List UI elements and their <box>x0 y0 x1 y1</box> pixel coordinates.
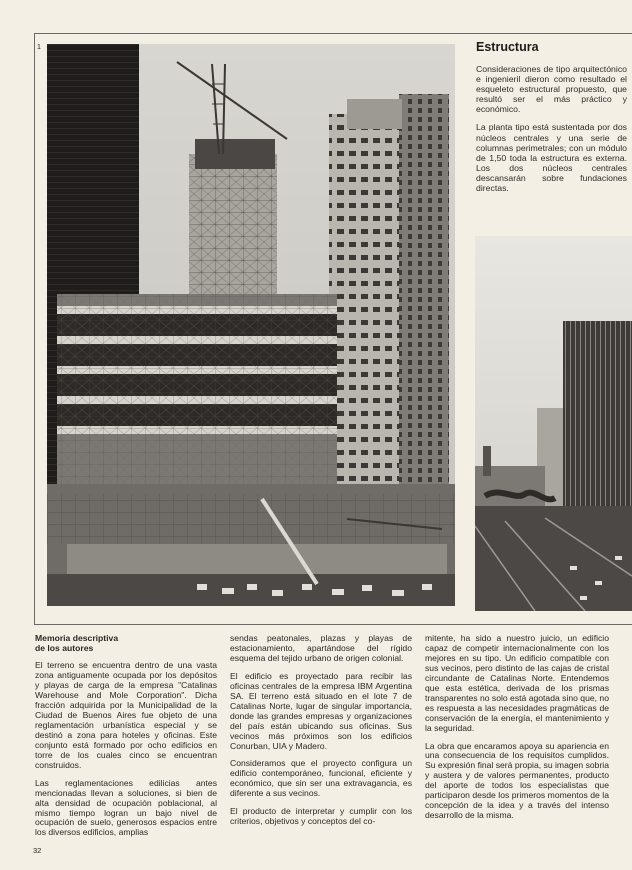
sidebar-paragraph: La planta tipo está sustentada por dos núcleos centrales y una serie de columnas perimetrales; con un módulo de 1,50 toda la estructura es externa. Los dos núcleos centrales descansarán sobre fundaciones directas. <box>476 122 627 194</box>
article-heading <box>35 634 217 653</box>
page-number: 32 <box>33 846 42 855</box>
body-paragraph: El edificio es proyectado para recibir las oficinas centrales de la empresa IBM Argentina SA. El terreno está situado en el lote 7 de Catalinas Norte, lugar de singular importancia, donde las grandes empresas y organizaciones del país están ubicando sus oficinas. Sus vecinos más próximos son los edificios Conurban, UIA y Madero. <box>230 670 412 751</box>
text-column-1 <box>35 634 217 846</box>
body-paragraph: sendas peatonales, plazas y playas de estacionamiento, apartándose del rígido esquema del tejido urbano de origen colonial. <box>230 633 412 663</box>
structure-sidebar <box>470 40 630 201</box>
sidebar-title: Estructura <box>476 40 539 54</box>
heading-line-2: de los autores <box>35 642 94 653</box>
street-view-photo <box>475 236 632 611</box>
body-paragraph: Consideramos que el proyecto configura un edificio contemporáneo, funcional, eficiente y económico, que sin ser una extravagancia, es diferente a sus vecinos. <box>230 758 412 799</box>
sidebar-paragraph: Consideraciones de tipo arquitectónico e ingenieril dieron como resultado el esqueleto estructural propuesto, que resultó ser el más práctico y económico. <box>476 64 627 115</box>
heading-line-1: Memoria descriptiva <box>35 633 119 643</box>
body-paragraph: El producto de interpretar y cumplir con los criterios, objetivos y conceptos del co- <box>230 806 412 827</box>
body-paragraph: Las reglamentaciones edilicias antes mencionadas llevan a soluciones, si bien de alta densidad de ocupación poblacional, al mismo tiempo logran un bajo nivel de ocupación de suelo, generosos espacios entre los diversos edificios, amplias <box>35 777 217 838</box>
body-paragraph: El terreno se encuentra dentro de una vasta zona antiguamente ocupada por los depósitos y playas de carga de la empresa "Catalinas Warehouse and Mole Corporation". Dicha fracción adquirida por la Municipalidad de la Ciudad de Buenos Aires fue objeto de una reglamentación urbanística especial y se destinó a zona para hoteles y oficinas. Este conjunto está formado por ocho edificios en torre de los cuales cinco se encuentran construidos. <box>35 660 217 770</box>
figure-number: 1 <box>37 44 41 51</box>
body-paragraph: La obra que encaramos apoya su apariencia en una consecuencia de los requisitos cumplidos. Su expresión final será propia, su imagen sobria y austera y de valores permanentes, producto del aporte de todos los especialistas que participaron desde los primeros momentos de la concepción de la idea y a través del intenso desarrollo de la misma. <box>425 740 609 821</box>
construction-site-photo <box>47 44 455 606</box>
text-column-3 <box>425 634 609 829</box>
text-column-2 <box>230 634 412 835</box>
body-paragraph: mitente, ha sido a nuestro juicio, un edificio capaz de competir internacionalmente con los mejores en su tipo. Un edificio compatible con sus vecinos, pero distinto de las cajas de cristal circundante de Catalinas Norte. Entendemos que esta estética, derivada de los prismas transparentes no solo está agotada sino que, no es respuesta a las necesidades pragmáticas de conservación de la energía, el mantenimiento y la seguridad. <box>425 633 609 733</box>
